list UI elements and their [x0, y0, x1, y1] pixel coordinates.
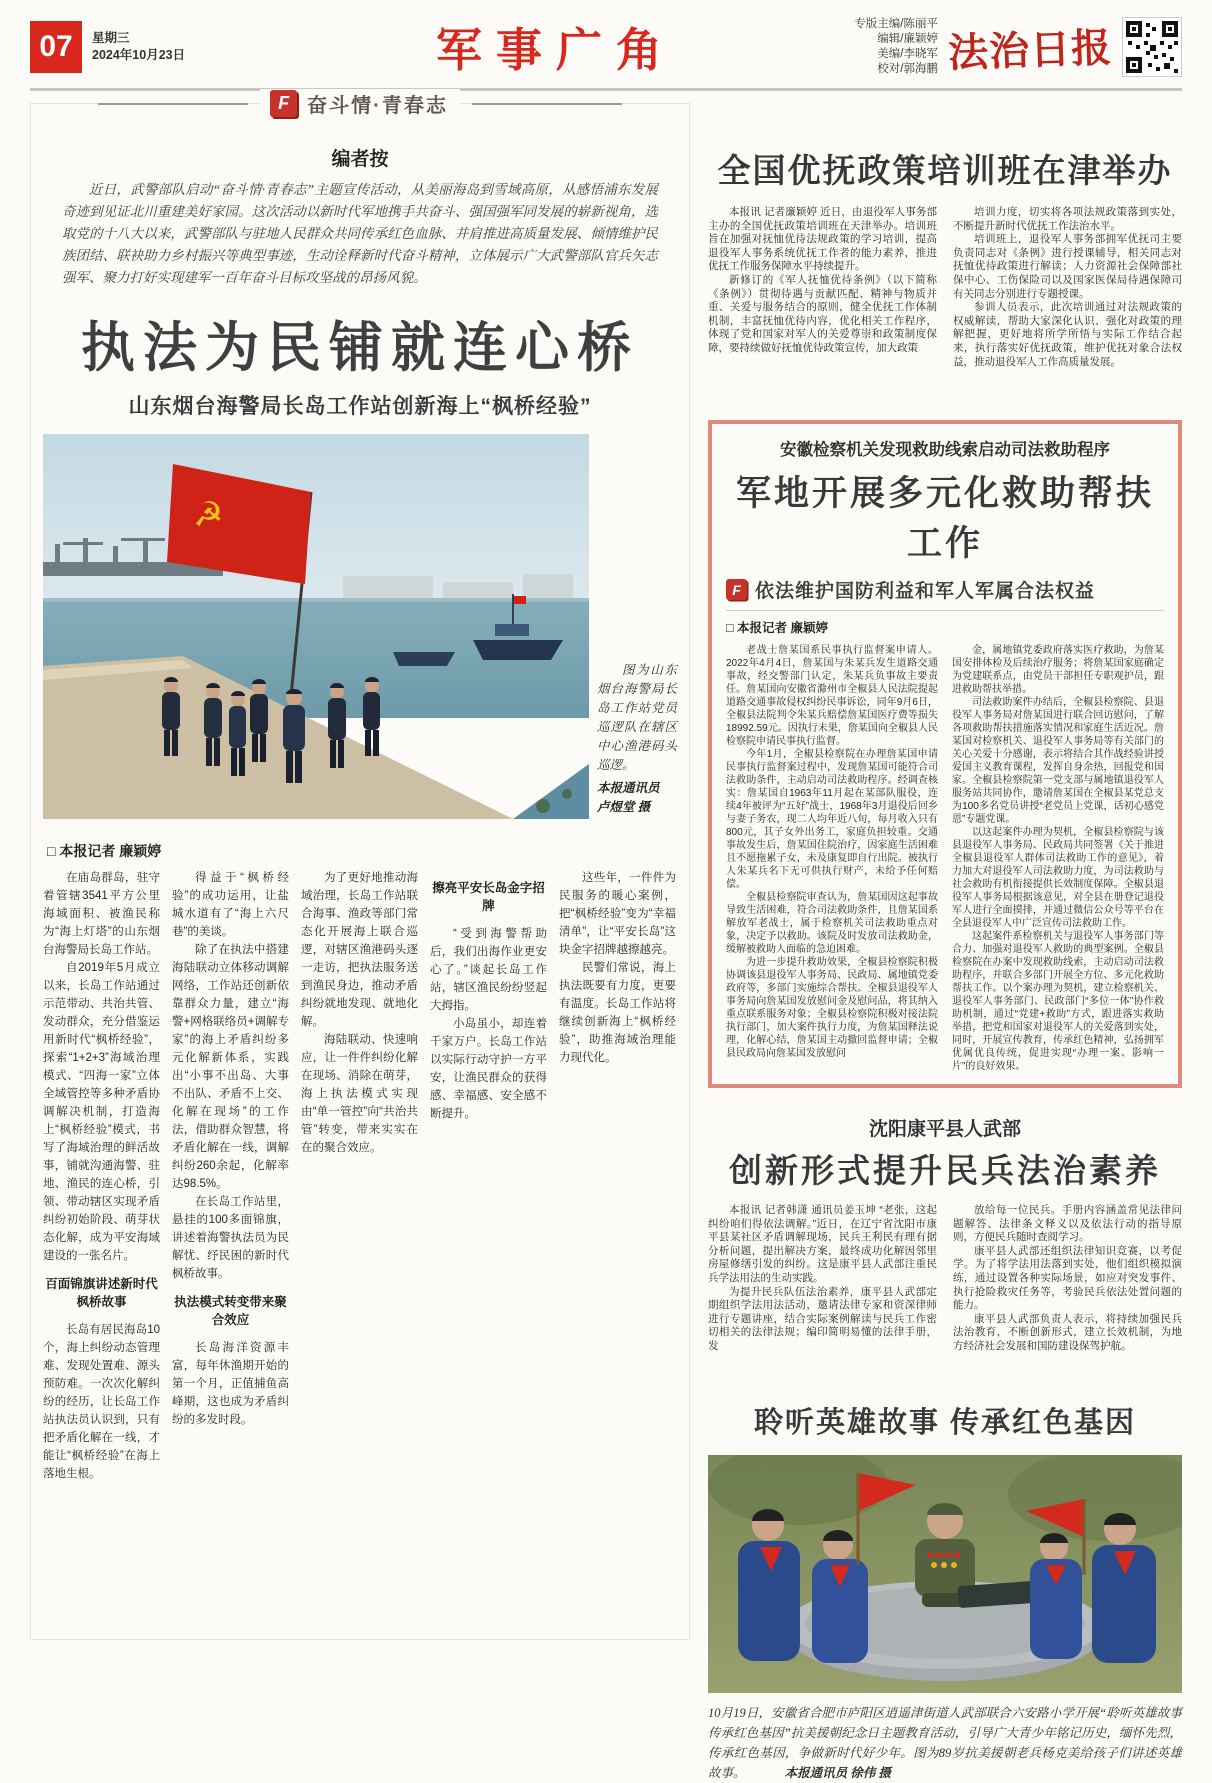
militia-kicker: 沈阳康平县人武部	[868, 1119, 1021, 1140]
feature-column	[172, 869, 289, 1639]
body-paragraph: 培训力度，切实将各项法规政策落到实处，不断提升新时代优抚工作法治水平。	[953, 206, 1182, 232]
date: 2024年10月23日	[92, 48, 186, 62]
body-paragraph: 小岛虽小，却连着千家万户。长岛工作站以实际行动守护一方平安，让渔民群众的获得感、幸福感、安全感不断提升。	[430, 1018, 547, 1120]
photo-caption	[597, 434, 677, 819]
banner-center	[260, 89, 460, 118]
body-paragraph: 全椒县检察院审查认为，詹某国因这起事故导致生活困难，符合司法救助条件，且詹某国系解放军老战士，属于检察机关司法救助重点对象，决定予以救助。该院及时发放司法救助金，缓解被救助人面临的急迫困难。	[726, 892, 938, 955]
boxed-col2	[952, 644, 1164, 1076]
body-paragraph: 老战士詹某国系民事执行监督案申请人。2022年4月4日，詹某国与朱某兵发生道路交通事故，经交警部门认定，朱某兵负事故主要责任。詹某国向安徽省滁州市全椒县人民法院提起道路交通事故侵权纠纷民事诉讼，同年9月6日，全椒县法院判令朱某兵赔偿詹某国医疗费等损失18992.59元。因执行未果，詹某国向全椒县人民检察院申请民事执行监督。	[726, 645, 938, 747]
column-subhead: 百面锦旗讲述新时代枫桥故事	[45, 1277, 158, 1309]
body-paragraph: 为了更好地推动海域治理，长岛工作站联合海事、渔政等部门常态化开展海上联合巡逻，对辖区渔港码头逐一走访，把执法服务送到渔民身边，推动矛盾纠纷就地发现、就地化解。	[301, 872, 418, 1028]
militia-col2	[953, 1204, 1182, 1372]
body-paragraph: 长岛海洋资源丰富，每年休渔期开始的第一个月，正值捕鱼高峰期，这也成为矛盾纠纷的多发时段。	[172, 1342, 289, 1426]
photo-credit-name: 卢煜堂 摄	[597, 800, 651, 814]
body-paragraph: 康平县人武部还组织法律知识竞赛，以考促学。为了将学法用法落到实处，他们组织模拟演练，通过设置各种实际场景，如应对突发事件、执行抢险救灾任务等，考验民兵依法处置问题的能力。	[953, 1244, 1182, 1312]
boxed-byline: □ 本报记者 廉颖婷	[726, 621, 828, 635]
training-col1	[708, 206, 937, 402]
banner-rule-right	[472, 103, 622, 105]
feature-byline: □ 本报记者 廉颖婷	[47, 843, 162, 859]
fendou-series-logo-icon: F	[270, 90, 297, 117]
training-col2	[953, 206, 1182, 402]
page-info	[30, 21, 300, 73]
militia-headline: 创新形式提升民兵法治素养	[729, 1152, 1161, 1189]
body-paragraph: 除了在执法中搭建海陆联动立体移动调解网络，工作站还创新依靠群众力量，建立“海警+网格联络员+调解专家”的海上矛盾纠纷多元化解新体系，实践出“小事不出岛、大事不出队、矛盾不上交、化解在现场”的工作法，借助群众智慧，将矛盾化解在一线，调解纠纷260余起，化解率达98.5%。	[172, 944, 289, 1190]
body-paragraph: 民警们常说，海上执法既要有力度，更要有温度。长岛工作站将继续创新海上“枫桥经验”，助推海域治理能力现代化。	[559, 962, 676, 1064]
body-paragraph: 为进一步提升救助效果，全椒县检察院积极协调该县退役军人事务局、民政局、属地镇党委政府等，多部门实施综合帮扶。全椒县退役军人事务局向詹某国发放慰问金及慰问品，将其纳入重点联系服务对象；全椒县检察院积极对接法院执行部门，加大案件执行力度，为詹某国释法说理，化解心结，詹某国主动撤回监督申请；全椒县民政局向詹某国发放慰问	[726, 957, 938, 1059]
militia-col1	[708, 1204, 937, 1372]
right-column	[708, 103, 1182, 1783]
training-headline: 全国优抚政策培训班在津举办	[717, 152, 1173, 189]
heroes-caption	[708, 1703, 1182, 1783]
article-heroes	[708, 1400, 1182, 1783]
militia-body	[708, 1204, 1182, 1372]
body-paragraph: 培训班上，退役军人事务部拥军优抚司主要负责同志对《条例》进行授课辅导，相关同志对抚恤优待政策进行解读；人力资源社会保障部社保中心、工伤保险司以及国家医保局待遇保障司有关同志分别进行专题授课。	[953, 233, 1182, 300]
boxed-banner-label: 依法维护国防利益和军人军属合法权益	[755, 581, 1096, 602]
body-paragraph: 海陆联动、快速响应，让一件件纠纷化解在现场、消除在萌芽，海上执法模式实现由“单一管控”向“共治共管”转变，带来实实在在的聚合效应。	[301, 1034, 418, 1154]
body-paragraph: “受到海警帮助后，我们出海作业更安心了。”谈起长岛工作站，辖区渔民纷纷竖起大拇指。	[430, 928, 547, 1012]
body-paragraph: 司法救助案件办结后，全椒县检察院、县退役军人事务局对詹某国进行联合回访慰问，了解各项救助帮扶措施落实情况和家庭生活近况。詹某国对检察机关、退役军人事务局等有关部门的关心关爱十分感谢，表示将结合其作战经验讲授爱国主义教育课程，发挥自身余热，回报党和国家。全椒县检察院第一党支部与属地镇退役军人服务站共同协作，邀请詹某国在全椒县某党总支为100多名党员讲授“老党员上党课，话初心感党恩”专题党课。	[952, 697, 1164, 825]
body-paragraph: 这起案件系检察机关与退役军人事务部门等合力、加强对退役军人救助的典型案例。全椒县检察院在办案中发现救助线索，主动启动司法救助程序，并联合多部门开展全方位、多元化救助帮扶工作。以个案办理为契机，建立检察机关、退役军人事务部门、民政部门“多位一体”协作救助机制，通过“党建+救助”方式，跟进落实救助举措，把党和国家对退役军人的关爱落到实处，同时，开展宣传教育，传承红色精神，弘扬拥军优属优良传统，促进实现“办理一案、影响一片”的良好效果。	[952, 931, 1164, 1072]
feature-column	[301, 869, 418, 1639]
body-paragraph: 以这起案件办理为契机，全椒县检察院与该县退役军人事务局、民政局共同签署《关于推进全椒县退役军人群体司法救助工作的意见》，着力加大对退役军人司法救助力度，为司法救助与社会救助有机衔接提供长效制度保障。全椒县退役军人事务局根据该意见，对全县在册登记退役军人进行全面摸排，并通过微信公众号等平台在全县退役军人中广泛宣传司法救助工作。	[952, 827, 1164, 929]
photo-credit	[597, 779, 677, 817]
feature-headline: 执法为民铺就连心桥	[81, 318, 639, 378]
main-photo	[43, 434, 589, 819]
series-banner-label: 奋斗情·青春志	[305, 89, 450, 118]
photo-credit-role: 本报通讯员	[597, 781, 660, 795]
article-training	[708, 145, 1182, 402]
boxed-kicker: 安徽检察机关发现救助线索启动司法救助程序	[780, 441, 1110, 459]
body-paragraph: 今年1月，全椒县检察院在办理詹某国申请民事执行监督案过程中，发现詹某国可能符合司法救助条件，主动启动司法救助程序。经调查核实：詹某国自1963年11月起在某部队服役，连续4年被评为“五好”战士，1968年3月退役后回乡与妻子务农，现二人均年近八旬，每月收入只有800元，其子女外出务工，家庭负担较重。交通事故发生后，詹某国住院治疗，因家庭生活困难且不愿拖累子女，未及康复即自行出院。被执行人朱某兵名下无可供执行财产，未给予任何赔偿。	[726, 749, 938, 890]
boxed-banner	[726, 576, 1164, 611]
body-paragraph: 放给每一位民兵。手册内容涵盖常见法律问题解答、法律条文释义以及依法行动的指导原则，方便民兵随时查阅学习。	[953, 1204, 1182, 1244]
series-banner	[31, 89, 689, 118]
feature-photo-row	[43, 434, 677, 819]
body-paragraph: 康平县人武部负责人表示，将持续加强民兵法治教育，不断创新形式，建立长效机制，为地方经济社会发展和国防建设保驾护航。	[953, 1312, 1182, 1352]
body-paragraph: 这些年，一件件为民服务的暖心案例，把“枫桥经验”变为“幸福清单”，让“平安长岛”这块金字招牌越擦越亮。	[559, 872, 676, 956]
training-body	[708, 206, 1182, 402]
body-paragraph: 本报讯 记者韩潇 通讯员姜玉坤 “老张，这起纠纷咱们得依法调解。”近日，在辽宁省沈阳市康平县某社区矛盾调解现场，民兵王利民有理有据分析问题，提出解决方案，最终成功化解因邻里房屋修缮引发的纠纷。这是康平县人武部注重民兵学法用法的生动实践。	[708, 1204, 937, 1284]
column-subhead: 执法模式转变带来聚合效应	[174, 1295, 287, 1327]
feature-body-columns	[43, 869, 677, 1639]
boxed-body	[726, 644, 1164, 1076]
body-paragraph: 本报讯 记者廉颖婷 近日，由退役军人事务部主办的全国优抚政策培训班在天津举办。培训班旨在加强对抚恤优待法规政策的学习培训，提高退役军人事务系统优抚工作者的能力素养，推进优抚工作服务保障水平持续提升。	[708, 206, 937, 273]
heroes-photo-credit: 本报通讯员 徐伟 摄	[784, 1766, 891, 1780]
boxed-col1	[726, 644, 938, 1076]
body-paragraph: 得益于“枫桥经验”的成功运用，让盐城水道有了“海上六尺巷”的美谈。	[172, 872, 289, 938]
feature-column	[559, 869, 676, 1639]
body-paragraph: 长岛有居民海岛10个，海上纠纷动态管理难、发现处置难、源头预防难。一次次化解纠纷的经历，让长岛工作站执法员认识到，只有把矛盾化解在一线，才能让“枫桥经验”在海上落地生根。	[43, 1324, 160, 1480]
date-block	[92, 30, 185, 64]
qr-code	[1122, 17, 1182, 77]
page-body	[30, 93, 1182, 1783]
body-paragraph: 在长岛工作站里，悬挂的100多面锦旗，讲述着海警执法员为民解忧、纾民困的新时代枫桥故事。	[172, 1196, 289, 1280]
newspaper-masthead: 法治日报	[947, 24, 1113, 76]
masthead-bar	[30, 10, 1182, 84]
credit-line: 专版主编/陈丽平	[854, 18, 938, 30]
body-paragraph: 新修订的《军人抚恤优待条例》（以下简称《条例》）贯彻待遇与贡献匹配、精神与物质并重、关爱与服务结合的原则，健全优抚工作体制机制，丰富抚恤优待内容，优化相关工作程序，体现了党和国家对军人的关爱尊崇和政策制度保障，要持续做好抚恤优待政策宣传，加大政策	[708, 273, 937, 354]
feature-article	[30, 93, 690, 1640]
story-photo	[708, 1455, 1182, 1693]
section-title: 军事广角	[436, 24, 676, 76]
credit-line: 校对/郭海鹏	[877, 63, 938, 75]
banner-rule-left	[98, 103, 248, 105]
fazhi-series-logo-icon: F	[726, 579, 747, 600]
body-paragraph: 参训人员表示，此次培训通过对法规政策的权威解读，帮助大家深化认识、强化对政策的理解把握，更好地将所学所悟与实际工作结合起来，执行落实好优抚政策，维护优抚对象合法权益，推动退役军人工作高质量发展。	[953, 301, 1182, 368]
heroes-headline: 聆听英雄故事 传承红色基因	[753, 1407, 1137, 1439]
feature-column	[430, 869, 547, 1639]
editor-note-text: 近日，武警部队启动“奋斗情·青春志”主题宣传活动，从美丽海岛到雪域高原，从感悟浦东发展奇迹到见证北川重建美好家园。这次活动以新时代军地携手共奋斗、强国强军同发展的崭新视角，选取党的十八大以来，武警部队与驻地人民群众共同传承红色血脉、并肩推进高质量发展、倾情维护民族团结、联袂助力乡村振兴等典型事迹，生动诠释新时代奋斗精神，立体展示广大武警部队官兵矢志强军、聚力打好实现建军一百年奋斗目标攻坚战的昂扬风貌。	[62, 182, 658, 285]
feature-column	[43, 869, 160, 1639]
editor-note	[62, 144, 658, 289]
photo-caption-text: 图为山东烟台海警局长岛工作站党员巡逻队在辖区中心渔港码头巡逻。	[597, 663, 677, 772]
heroes-caption-text: 10月19日，安徽省合肥市庐阳区逍遥津街道人武部联合六安路小学开展“聆听英雄故事 传承红色基因”抗美援朝纪念日主题教育活动，引导广大青少年铭记历史，缅怀先烈，传承红色基因，争做新时代好少年。图为89岁抗美援朝老兵杨克美给孩子们讲述英雄故事。	[708, 1706, 1182, 1780]
page-number: 07	[30, 21, 82, 73]
credit-line: 编辑/廉颖婷	[877, 33, 938, 45]
feature-subhead: 山东烟台海警局长岛工作站创新海上“枫桥经验”	[128, 395, 592, 418]
svg-text:☭: ☭	[193, 495, 224, 535]
header-right	[812, 17, 1182, 77]
body-paragraph: 自2019年5月成立以来，长岛工作站通过示范带动、共治共管、发动群众，充分借鉴运用新时代“枫桥经验”，探索“1+2+3”海域治理模式、“四海一家”立体全域管控等多种矛盾协调解决机制，打造海上“枫桥经验”模式，书写了海域治理的鲜活故事，铺就沟通海警、驻地、渔民的连心桥，引领、带动辖区实现矛盾纠纷初始阶段、萌芽状态化解，成为平安海域建设的一张名片。	[43, 962, 160, 1262]
article-boxed-judicial-aid	[708, 420, 1182, 1088]
body-paragraph: 金，属地镇党委政府落实医疗救助，为詹某国安排体检及后续治疗服务；将詹某国家庭确定为党建联系点，由党员干部担任专职观护员，跟进救助帮扶举措。	[952, 645, 1164, 695]
editor-credits	[854, 17, 938, 77]
body-paragraph: 为提升民兵队伍法治素养，康平县人武部定期组织学法用法活动，邀请法律专家和资深律师进行专题讲座，结合实际案例解读与民兵工作密切相关的法律法规；编印简明易懂的法律手册，发	[708, 1285, 937, 1352]
boxed-headline: 军地开展多元化救助帮扶工作	[735, 474, 1154, 563]
credit-line: 美编/李晓军	[877, 48, 938, 60]
body-paragraph: 在庙岛群岛，驻守着管辖3541平方公里海域面积、被渔民称为“海上灯塔”的山东烟台海警局长岛工作站。	[43, 872, 160, 956]
weekday: 星期三	[92, 31, 130, 45]
column-subhead: 擦亮平安长岛金字招牌	[432, 881, 545, 913]
article-militia	[708, 1114, 1182, 1372]
editor-note-title: 编者按	[331, 149, 389, 170]
